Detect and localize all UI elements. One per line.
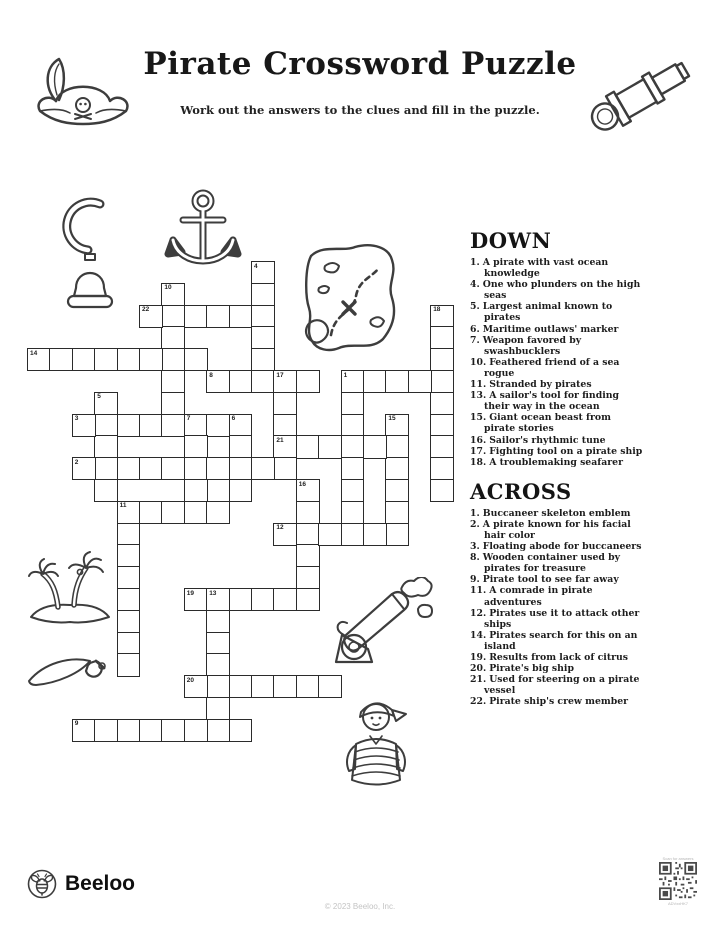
grid-cell[interactable] (251, 326, 275, 349)
clue-number: 4. (470, 279, 480, 291)
across-heading: ACROSS (470, 478, 572, 504)
grid-cell[interactable] (385, 479, 409, 502)
across-clue-item (470, 674, 644, 696)
across-clue-item (470, 696, 644, 707)
grid-cell[interactable] (94, 348, 118, 371)
qr-code (659, 862, 697, 900)
grid-cell[interactable] (206, 305, 230, 328)
clue-text: Fighting tool on a pirate ship (489, 445, 643, 457)
down-clue-item (470, 457, 644, 468)
grid-cell[interactable] (139, 719, 163, 742)
grid-cell[interactable] (430, 348, 454, 371)
grid-cell[interactable] (94, 719, 118, 742)
grid-cell[interactable] (139, 414, 163, 437)
grid-cell[interactable] (341, 392, 365, 415)
grid-cell[interactable] (161, 719, 185, 742)
clue-text: A pirate known for his facial hair color (482, 518, 631, 541)
grid-cell[interactable] (206, 632, 230, 655)
grid-cell[interactable] (251, 588, 275, 611)
grid-cell[interactable] (430, 457, 454, 480)
grid-cell[interactable] (117, 348, 141, 371)
clue-text: Largest animal known to pirates (482, 301, 613, 324)
clues-panel (470, 228, 642, 707)
clue-text: Pirate tool to see far away (482, 574, 619, 586)
down-clue-item (470, 257, 644, 279)
grid-cell[interactable] (318, 523, 342, 546)
hook-icon (52, 192, 124, 326)
clue-text: Results from lack of citrus (489, 652, 629, 663)
clue-text: Used for steering on a pirate vessel (484, 674, 640, 697)
across-clue-item (470, 541, 644, 552)
grid-cell[interactable] (341, 435, 365, 458)
across-clue-item (470, 508, 644, 519)
clue-number: 3. (470, 541, 480, 553)
clue-number: 10. (470, 356, 487, 368)
grid-cell[interactable] (117, 414, 141, 437)
qr-caption-top: Scan for answers (662, 856, 694, 861)
grid-cell[interactable] (318, 675, 342, 698)
grid-cell[interactable] (161, 305, 185, 328)
cell-number: 1 (343, 371, 348, 379)
grid-cell[interactable] (408, 370, 432, 393)
clue-number: 21. (470, 674, 487, 686)
grid-cell[interactable] (229, 719, 253, 742)
down-clue-item (470, 379, 644, 390)
grid-cell[interactable] (341, 479, 365, 502)
clue-number: 1. (470, 257, 480, 268)
grid-cell[interactable] (363, 523, 387, 546)
grid-cell[interactable] (385, 523, 409, 546)
grid-cell[interactable] (251, 457, 275, 480)
grid-cell[interactable] (251, 348, 275, 371)
grid-cell[interactable] (296, 588, 320, 611)
grid-cell[interactable] (139, 457, 163, 480)
grid-cell[interactable] (139, 501, 163, 524)
clue-text: Pirate's big ship (489, 663, 574, 675)
grid-cell[interactable] (184, 501, 208, 524)
clue-number: 18. (470, 456, 487, 468)
grid-cell[interactable] (430, 326, 454, 349)
grid-cell[interactable] (206, 653, 230, 676)
cell-number: 8 (209, 371, 213, 379)
clue-text: Pirates use it to attack other ships (484, 607, 640, 630)
cell-number: 4 (254, 262, 258, 270)
cell-number: 14 (30, 349, 38, 357)
grid-cell[interactable] (296, 566, 320, 589)
grid-cell[interactable] (341, 457, 365, 480)
copyright-text: © 2023 Beeloo, Inc. (324, 902, 396, 911)
down-heading: DOWN (470, 228, 552, 253)
grid-cell[interactable] (273, 675, 297, 698)
clue-number: 16. (470, 434, 487, 446)
grid-cell[interactable] (251, 370, 275, 393)
clue-text: Pirate ship's crew member (489, 696, 629, 708)
cell-number: 9 (74, 720, 79, 728)
grid-cell[interactable] (117, 544, 141, 567)
grid-cell[interactable] (273, 392, 297, 415)
across-clue-item (470, 652, 644, 663)
grid-cell[interactable] (161, 501, 185, 524)
grid-cell[interactable] (206, 457, 230, 480)
grid-cell[interactable] (229, 479, 253, 502)
grid-cell[interactable] (184, 479, 208, 502)
qr-block (657, 856, 699, 906)
cell-number: 18 (433, 306, 441, 314)
grid-cell[interactable] (296, 544, 320, 567)
cell-number: 17 (276, 371, 284, 379)
grid-cell[interactable] (206, 610, 230, 633)
grid-cell[interactable] (184, 435, 208, 458)
down-clue-list (470, 257, 642, 468)
grid-cell[interactable] (229, 435, 253, 458)
clue-text: Floating abode for buccaneers (482, 541, 642, 553)
cell-number: 7 (186, 415, 191, 423)
cell-number: 2 (74, 458, 79, 466)
grid-cell[interactable] (430, 392, 454, 415)
grid-cell[interactable] (296, 435, 320, 458)
clue-number: 11. (470, 379, 487, 391)
grid-cell[interactable] (117, 632, 141, 655)
grid-cell[interactable] (184, 457, 208, 480)
grid-cell[interactable] (94, 435, 118, 458)
clue-text: A troublemaking seafarer (489, 456, 623, 468)
clue-text: Sailor's rhythmic tune (489, 434, 606, 446)
grid-cell[interactable] (206, 675, 230, 698)
grid-cell[interactable] (117, 588, 141, 611)
grid-cell[interactable] (229, 305, 253, 328)
grid-cell[interactable] (341, 414, 365, 437)
grid-cell[interactable] (161, 326, 185, 349)
across-clue-item (470, 630, 644, 652)
grid-cell[interactable] (296, 370, 320, 393)
grid-cell[interactable] (273, 457, 297, 480)
grid-cell[interactable] (117, 610, 141, 633)
cell-number: 22 (142, 306, 150, 314)
clue-number: 22. (470, 696, 487, 708)
grid-cell[interactable] (206, 697, 230, 720)
clue-number: 17. (470, 445, 487, 457)
cell-number: 16 (298, 480, 307, 488)
clue-number: 14. (470, 629, 487, 641)
clue-number: 11. (470, 585, 487, 597)
grid-cell[interactable] (430, 370, 454, 393)
clue-number: 1. (470, 507, 480, 519)
grid-cell[interactable] (385, 435, 409, 458)
clue-number: 6. (470, 323, 480, 335)
cell-number: 13 (209, 589, 217, 597)
grid-cell[interactable] (161, 370, 185, 393)
clue-text: A comrade in pirate adventures (484, 585, 593, 608)
grid-cell[interactable] (251, 305, 275, 328)
qr-caption-bottom: ADVxxHK7 (667, 901, 688, 906)
clue-number: 19. (470, 652, 487, 663)
clue-text: A sailor's tool for finding their way in the ocean (484, 390, 619, 413)
grid-cell[interactable] (296, 501, 320, 524)
down-clue-item (470, 335, 644, 357)
pirate-sailor-icon (342, 692, 412, 794)
clue-number: 2. (470, 518, 480, 530)
down-clue-item (470, 324, 644, 335)
grid-cell[interactable] (385, 457, 409, 480)
grid-cell[interactable] (206, 414, 230, 437)
brand-logo (27, 869, 135, 899)
down-clue-item (470, 412, 644, 434)
grid-cell[interactable] (117, 523, 141, 546)
grid-cell[interactable] (117, 653, 141, 676)
cannon-icon (328, 577, 434, 665)
grid-cell[interactable] (94, 479, 118, 502)
grid-cell[interactable] (273, 414, 297, 437)
clue-number: 20. (470, 663, 487, 675)
grid-cell[interactable] (184, 305, 208, 328)
grid-cell[interactable] (363, 435, 387, 458)
cell-number: 19 (186, 589, 195, 597)
grid-cell[interactable] (161, 392, 185, 415)
grid-cell[interactable] (251, 283, 275, 306)
grid-cell[interactable] (430, 479, 454, 502)
clue-number: 12. (470, 607, 487, 619)
cell-number: 11 (119, 502, 127, 510)
down-clue-item (470, 390, 644, 412)
across-clue-list (470, 508, 642, 708)
grid-cell[interactable] (117, 566, 141, 589)
cell-number: 21 (276, 436, 284, 444)
grid-cell[interactable] (296, 523, 320, 546)
down-clue-item (470, 301, 644, 323)
across-clue-item (470, 552, 644, 574)
cell-number: 3 (74, 415, 79, 423)
grid-cell[interactable] (229, 370, 253, 393)
clue-number: 13. (470, 390, 487, 402)
across-clue-item (470, 519, 644, 541)
across-clue-item (470, 663, 644, 674)
across-clue-item (470, 574, 644, 585)
grid-cell[interactable] (94, 457, 118, 480)
grid-cell[interactable] (229, 588, 253, 611)
down-clue-item (470, 446, 644, 457)
cell-number: 10 (164, 284, 172, 292)
grid-cell[interactable] (296, 675, 320, 698)
treasure-map-icon (291, 240, 404, 362)
grid-cell[interactable] (385, 370, 409, 393)
grid-cell[interactable] (251, 675, 275, 698)
clue-text: Maritime outlaws' marker (482, 323, 619, 335)
grid-cell[interactable] (273, 588, 297, 611)
grid-cell[interactable] (94, 414, 118, 437)
cell-number: 6 (231, 415, 236, 423)
grid-cell[interactable] (161, 348, 185, 371)
clue-number: 8. (470, 552, 480, 564)
page-title: Pirate Crossword Puzzle (143, 46, 577, 82)
grid-cell[interactable] (139, 348, 163, 371)
grid-cell[interactable] (430, 414, 454, 437)
cell-number: 12 (276, 524, 284, 532)
grid-cell[interactable] (341, 501, 365, 524)
down-clue-item (470, 357, 644, 379)
anchor-icon (163, 188, 243, 282)
down-clue-item (470, 279, 644, 301)
clue-text: Giant ocean beast from pirate stories (484, 412, 611, 435)
cell-number: 5 (97, 393, 101, 401)
grid-cell[interactable] (318, 435, 342, 458)
grid-cell[interactable] (49, 348, 73, 371)
grid-cell[interactable] (161, 414, 185, 437)
clue-number: 9. (470, 574, 480, 586)
clue-text: A pirate with vast ocean knowledge (482, 257, 609, 280)
grid-cell[interactable] (229, 675, 253, 698)
clue-text: Pirates search for this on an island (484, 629, 638, 652)
across-clue-item (470, 585, 644, 607)
clue-number: 5. (470, 301, 480, 313)
grid-cell[interactable] (363, 370, 387, 393)
clue-number: 7. (470, 334, 480, 346)
grid-cell[interactable] (385, 501, 409, 524)
grid-cell[interactable] (341, 523, 365, 546)
clue-text: Buccaneer skeleton emblem (482, 507, 631, 519)
grid-cell[interactable] (117, 719, 141, 742)
grid-cell[interactable] (161, 457, 185, 480)
bee-logo-icon (27, 869, 57, 899)
clue-text: One who plunders on the high seas (482, 279, 641, 302)
clue-text: Wooden container used by pirates for treasure (482, 552, 621, 575)
palm-island-icon (28, 543, 112, 627)
grid-cell[interactable] (184, 348, 208, 371)
cell-number: 20 (186, 676, 195, 684)
clue-number: 15. (470, 412, 487, 424)
grid-cell[interactable] (72, 348, 96, 371)
cell-number: 15 (388, 415, 396, 423)
cutlass-icon (26, 653, 110, 695)
page-subtitle: Work out the answers to the clues and fill in the puzzle. (180, 103, 540, 117)
clue-text: Stranded by pirates (489, 379, 592, 391)
grid-cell[interactable] (206, 719, 230, 742)
grid-cell[interactable] (117, 457, 141, 480)
grid-cell[interactable] (184, 719, 208, 742)
clue-text: Weapon favored by swashbucklers (482, 334, 582, 357)
grid-cell[interactable] (206, 501, 230, 524)
clue-text: Feathered friend of a sea rogue (484, 356, 620, 379)
grid-cell[interactable] (229, 457, 253, 480)
across-clue-item (470, 608, 644, 630)
grid-cell[interactable] (430, 435, 454, 458)
brand-name: Beeloo (65, 872, 136, 895)
down-clue-item (470, 435, 644, 446)
